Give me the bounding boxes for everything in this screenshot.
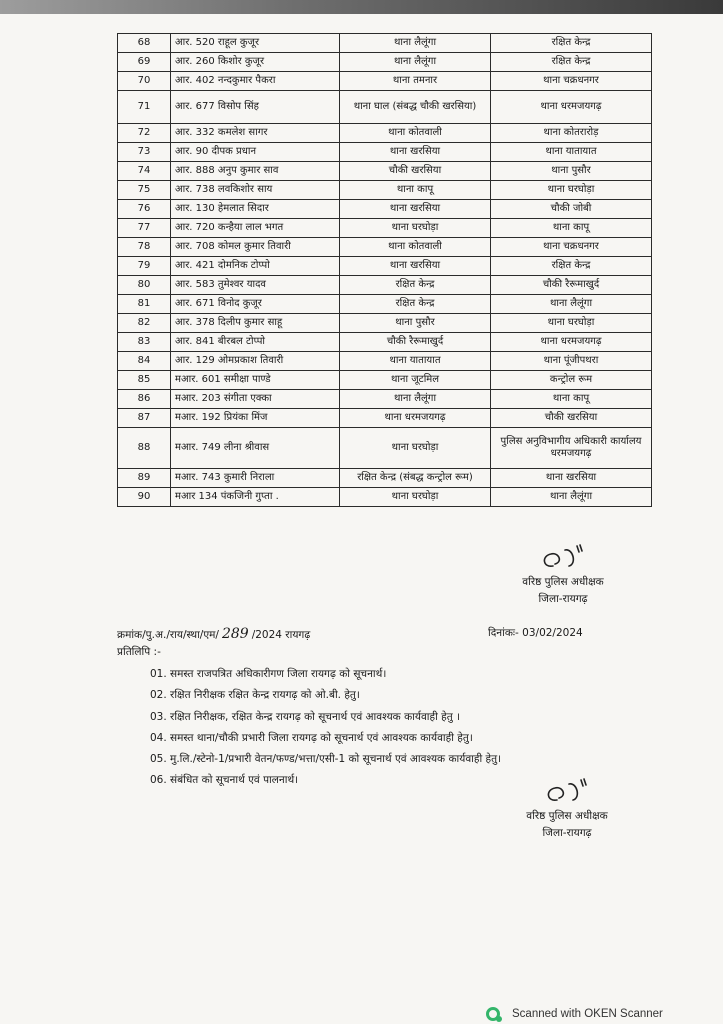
signature-icon <box>533 542 593 574</box>
serial-number-cell: 88 <box>118 428 171 469</box>
serial-number-cell: 80 <box>118 276 171 295</box>
from-posting-cell: थाना घरघोड़ा <box>340 488 491 507</box>
table-row <box>118 428 652 469</box>
signature-block-2 <box>492 776 642 842</box>
date-value: 03/02/2024 <box>522 627 583 639</box>
from-posting-cell: थाना घरघोड़ा <box>340 428 491 469</box>
name-cell: आर. 260 किशोर कुजूर <box>171 53 340 72</box>
from-posting-cell: थाना पुसौर <box>340 314 491 333</box>
signature-district: जिला-रायगढ़ <box>542 827 592 839</box>
order-number: 289 <box>221 626 249 642</box>
scanner-watermark <box>486 1007 663 1021</box>
to-posting-cell: रक्षित केन्द्र <box>491 257 652 276</box>
name-cell: मआर 134 पंकजिनी गुप्ता . <box>171 488 340 507</box>
name-cell: मआर. 749 लीना श्रीवास <box>171 428 340 469</box>
scan-top-shadow <box>0 0 723 14</box>
name-cell: मआर. 601 समीक्षा पाण्डे <box>171 371 340 390</box>
order-prefix: क्रमांक/पु.अ./राय/स्था/एम/ <box>117 629 219 641</box>
from-posting-cell: रक्षित केन्द्र (संबद्ध कन्ट्रोल रूम) <box>340 469 491 488</box>
to-posting-cell: थाना कापू <box>491 219 652 238</box>
to-posting-cell: थाना घरघोड़ा <box>491 314 652 333</box>
serial-number-cell: 86 <box>118 390 171 409</box>
to-posting-cell: थाना पुसौर <box>491 162 652 181</box>
serial-number-cell: 72 <box>118 124 171 143</box>
table-row <box>118 469 652 488</box>
copy-item: 06. संबंधित को सूचनार्थ एवं पालनार्थ। <box>150 774 299 787</box>
table-row <box>118 276 652 295</box>
from-posting-cell: चौकी रैरूमाखुर्द <box>340 333 491 352</box>
table-row <box>118 143 652 162</box>
table-row <box>118 333 652 352</box>
table-row <box>118 181 652 200</box>
to-posting-cell: थाना लैलूंगा <box>491 488 652 507</box>
to-posting-cell: थाना यातायात <box>491 143 652 162</box>
from-posting-cell: थाना लैलूंगा <box>340 390 491 409</box>
serial-number-cell: 87 <box>118 409 171 428</box>
name-cell: आर. 129 ओमप्रकाश तिवारी <box>171 352 340 371</box>
name-cell: आर. 677 विसोप सिंह <box>171 91 340 124</box>
name-cell: आर. 841 बीरबल टोप्पो <box>171 333 340 352</box>
table-row <box>118 390 652 409</box>
to-posting-cell: थाना घरघोड़ा <box>491 181 652 200</box>
name-cell: आर. 130 हेमलात सिदार <box>171 200 340 219</box>
serial-number-cell: 90 <box>118 488 171 507</box>
name-cell: मआर. 203 संगीता एक्का <box>171 390 340 409</box>
order-date <box>488 626 583 640</box>
from-posting-cell: रक्षित केन्द्र <box>340 276 491 295</box>
name-cell: मआर. 743 कुमारी निराला <box>171 469 340 488</box>
from-posting-cell: थाना घरघोड़ा <box>340 219 491 238</box>
signature-icon <box>537 776 597 808</box>
serial-number-cell: 81 <box>118 295 171 314</box>
table-row <box>118 352 652 371</box>
name-cell: आर. 402 नन्दकुमार पैकरा <box>171 72 340 91</box>
name-cell: आर. 90 दीपक प्रधान <box>171 143 340 162</box>
table-row <box>118 314 652 333</box>
from-posting-cell: थाना तमनार <box>340 72 491 91</box>
serial-number-cell: 85 <box>118 371 171 390</box>
table-row <box>118 34 652 53</box>
copy-item: 04. समस्त थाना/चौकी प्रभारी जिला रायगढ़ को सूचनार्थ एवं आवश्यक कार्यवाही हेतु। <box>150 731 473 744</box>
from-posting-cell: थाना लैलूंगा <box>340 34 491 53</box>
from-posting-cell: थाना कापू <box>340 181 491 200</box>
table-row <box>118 371 652 390</box>
to-posting-cell: पुलिस अनुविभागीय अधिकारी कार्यालय धरमजयगढ़ <box>491 428 652 469</box>
copy-item: 05. मु.लि./स्टेनो-1/प्रभारी वेतन/फण्ड/भत्ता/एसी-1 को सूचनार्थ एवं आवश्यक कार्यवाही हेतु। <box>150 753 502 766</box>
serial-number-cell: 82 <box>118 314 171 333</box>
signature-district: जिला-रायगढ़ <box>538 593 588 605</box>
from-posting-cell: थाना कोतवाली <box>340 238 491 257</box>
serial-number-cell: 77 <box>118 219 171 238</box>
table-row <box>118 219 652 238</box>
to-posting-cell: थाना खरसिया <box>491 469 652 488</box>
copy-item: 01. समस्त राजपत्रित अधिकारीगण जिला रायगढ़ को सूचनार्थ। <box>150 668 387 680</box>
to-posting-cell: थाना कापू <box>491 390 652 409</box>
name-cell: आर. 708 कोमल कुमार तिवारी <box>171 238 340 257</box>
serial-number-cell: 79 <box>118 257 171 276</box>
table-row <box>118 124 652 143</box>
from-posting-cell: थाना खरसिया <box>340 143 491 162</box>
serial-number-cell: 73 <box>118 143 171 162</box>
serial-number-cell: 69 <box>118 53 171 72</box>
table-row <box>118 488 652 507</box>
serial-number-cell: 84 <box>118 352 171 371</box>
to-posting-cell: थाना चक्रधनगर <box>491 72 652 91</box>
name-cell: मआर. 192 प्रियंका मिंज <box>171 409 340 428</box>
copy-title: प्रतिलिपि :- <box>117 646 161 658</box>
signature-block-1 <box>488 542 638 608</box>
serial-number-cell: 68 <box>118 34 171 53</box>
from-posting-cell: रक्षित केन्द्र <box>340 295 491 314</box>
table-row <box>118 91 652 124</box>
from-posting-cell: थाना धरमजयगढ़ <box>340 409 491 428</box>
from-posting-cell: थाना यातायात <box>340 352 491 371</box>
to-posting-cell: चौकी रैरूमाखुर्द <box>491 276 652 295</box>
from-posting-cell: थाना जूटमिल <box>340 371 491 390</box>
name-cell: आर. 378 दिलीप कुमार साहू <box>171 314 340 333</box>
from-posting-cell: थाना खरसिया <box>340 200 491 219</box>
name-cell: आर. 583 तुमेश्वर यादव <box>171 276 340 295</box>
to-posting-cell: थाना कोतरारोड़ <box>491 124 652 143</box>
to-posting-cell: चौकी खरसिया <box>491 409 652 428</box>
to-posting-cell: थाना चक्रधनगर <box>491 238 652 257</box>
name-cell: आर. 520 राहूल कुजूर <box>171 34 340 53</box>
table-row <box>118 200 652 219</box>
table-row <box>118 295 652 314</box>
from-posting-cell: थाना खरसिया <box>340 257 491 276</box>
to-posting-cell: कन्ट्रोल रूम <box>491 371 652 390</box>
table-row <box>118 409 652 428</box>
serial-number-cell: 83 <box>118 333 171 352</box>
name-cell: आर. 738 लवकिशोर साय <box>171 181 340 200</box>
to-posting-cell: थाना लैलूंगा <box>491 295 652 314</box>
copy-item: 02. रक्षित निरीक्षक रक्षित केन्द्र रायगढ़ को ओ.बी. हेतु। <box>150 689 360 702</box>
serial-number-cell: 74 <box>118 162 171 181</box>
table-row <box>118 53 652 72</box>
scanner-text: Scanned with OKEN Scanner <box>512 1008 663 1020</box>
signature-designation: वरिष्ठ पुलिस अधीक्षक <box>526 810 608 822</box>
name-cell: आर. 671 विनोद कुजूर <box>171 295 340 314</box>
table-row <box>118 238 652 257</box>
serial-number-cell: 71 <box>118 91 171 124</box>
table-row <box>118 162 652 181</box>
from-posting-cell: थाना कोतवाली <box>340 124 491 143</box>
name-cell: आर. 332 कमलेश सागर <box>171 124 340 143</box>
to-posting-cell: चौकी जोबी <box>491 200 652 219</box>
to-posting-cell: रक्षित केन्द्र <box>491 53 652 72</box>
from-posting-cell: चौकी खरसिया <box>340 162 491 181</box>
serial-number-cell: 89 <box>118 469 171 488</box>
document-page <box>0 14 723 1024</box>
name-cell: आर. 888 अनुप कुमार साव <box>171 162 340 181</box>
to-posting-cell: थाना धरमजयगढ़ <box>491 333 652 352</box>
copy-list <box>150 664 501 792</box>
order-suffix: /2024 रायगढ़ <box>251 629 311 641</box>
to-posting-cell: थाना धरमजयगढ़ <box>491 91 652 124</box>
serial-number-cell: 70 <box>118 72 171 91</box>
from-posting-cell: थाना घाल (संबद्ध चौकी खरसिया) <box>340 91 491 124</box>
from-posting-cell: थाना लैलूंगा <box>340 53 491 72</box>
table-row <box>118 257 652 276</box>
date-label: दिनांकः- <box>488 627 519 639</box>
to-posting-cell: रक्षित केन्द्र <box>491 34 652 53</box>
name-cell: आर. 720 कन्हैया लाल भगत <box>171 219 340 238</box>
transfer-table <box>117 33 652 507</box>
table-row <box>118 72 652 91</box>
serial-number-cell: 75 <box>118 181 171 200</box>
name-cell: आर. 421 दोमनिक टोप्पो <box>171 257 340 276</box>
serial-number-cell: 76 <box>118 200 171 219</box>
copy-item: 03. रक्षित निरीक्षक, रक्षित केन्द्र रायगढ़ को सूचनार्थ एवं आवश्यक कार्यवाही हेतु । <box>150 710 461 723</box>
oken-scanner-icon <box>486 1007 500 1021</box>
serial-number-cell: 78 <box>118 238 171 257</box>
to-posting-cell: थाना पूंजीपथरा <box>491 352 652 371</box>
signature-designation: वरिष्ठ पुलिस अधीक्षक <box>522 576 604 588</box>
